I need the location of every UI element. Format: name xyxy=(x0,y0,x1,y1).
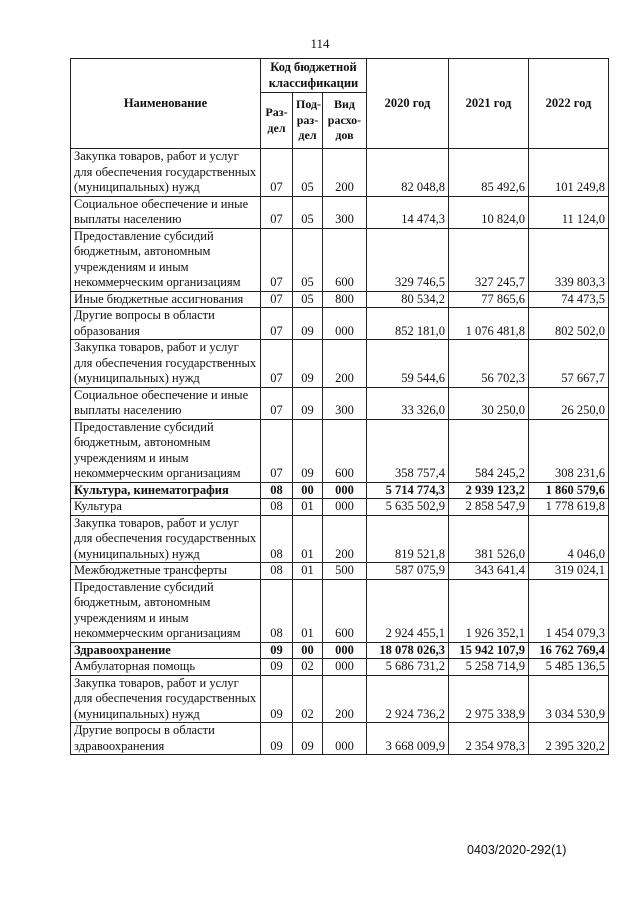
row-subsection-cell: 05 xyxy=(293,291,323,308)
table-row xyxy=(71,308,609,340)
row-section-cell: 07 xyxy=(261,291,293,308)
row-name-cell: Другие вопросы в области здравоохранения xyxy=(71,723,261,755)
table-row xyxy=(71,291,609,308)
row-2021-cell: 2 975 338,9 xyxy=(449,675,529,723)
row-expense-type-cell: 300 xyxy=(323,196,367,228)
row-expense-type-cell: 200 xyxy=(323,149,367,197)
row-2021-cell: 2 939 123,2 xyxy=(449,482,529,499)
row-expense-type-cell: 600 xyxy=(323,228,367,291)
table-row xyxy=(71,228,609,291)
row-section-cell: 09 xyxy=(261,659,293,676)
row-2022-cell: 3 034 530,9 xyxy=(529,675,609,723)
row-name-cell: Предоставление субсидий бюджетным, автономным учреждениям и иным некоммерческим организациям xyxy=(71,579,261,642)
row-subsection-cell: 09 xyxy=(293,419,323,482)
row-2020-cell: 587 075,9 xyxy=(367,563,449,580)
row-name-cell: Закупка товаров, работ и услуг для обеспечения государственных (муниципальных) нужд xyxy=(71,340,261,388)
row-2022-cell: 1 778 619,8 xyxy=(529,499,609,516)
row-2022-cell: 16 762 769,4 xyxy=(529,642,609,659)
page-number: 114 xyxy=(310,36,330,51)
row-name-cell: Здравоохранение xyxy=(71,642,261,659)
row-expense-type-cell: 000 xyxy=(323,482,367,499)
header-expense-type: Вид расхо- дов xyxy=(323,93,367,149)
row-name-cell: Закупка товаров, работ и услуг для обеспечения государственных (муниципальных) нужд xyxy=(71,675,261,723)
row-2021-cell: 343 641,4 xyxy=(449,563,529,580)
header-2021: 2021 год xyxy=(449,59,529,149)
row-2020-cell: 3 668 009,9 xyxy=(367,723,449,755)
row-2022-cell: 101 249,8 xyxy=(529,149,609,197)
row-section-cell: 08 xyxy=(261,515,293,563)
row-expense-type-cell: 000 xyxy=(323,723,367,755)
row-name-cell: Социальное обеспечение и иные выплаты населению xyxy=(71,387,261,419)
row-section-cell: 07 xyxy=(261,308,293,340)
row-name-cell: Иные бюджетные ассигнования xyxy=(71,291,261,308)
row-section-cell: 07 xyxy=(261,387,293,419)
row-subsection-cell: 00 xyxy=(293,482,323,499)
row-expense-type-cell: 800 xyxy=(323,291,367,308)
document-code: 0403/2020-292(1) xyxy=(467,843,567,857)
row-2022-cell: 5 485 136,5 xyxy=(529,659,609,676)
row-name-cell: Амбулаторная помощь xyxy=(71,659,261,676)
row-2022-cell: 1 860 579,6 xyxy=(529,482,609,499)
table-row xyxy=(71,563,609,580)
table-row xyxy=(71,149,609,197)
header-name: Наименование xyxy=(71,59,261,149)
row-name-cell: Культура, кинематография xyxy=(71,482,261,499)
row-2022-cell: 2 395 320,2 xyxy=(529,723,609,755)
row-subsection-cell: 09 xyxy=(293,723,323,755)
row-name-cell: Межбюджетные трансферты xyxy=(71,563,261,580)
row-2021-cell: 30 250,0 xyxy=(449,387,529,419)
header-2020: 2020 год xyxy=(367,59,449,149)
row-subsection-cell: 02 xyxy=(293,675,323,723)
row-2022-cell: 26 250,0 xyxy=(529,387,609,419)
row-section-cell: 08 xyxy=(261,499,293,516)
row-2022-cell: 308 231,6 xyxy=(529,419,609,482)
table-row xyxy=(71,482,609,499)
table-row xyxy=(71,659,609,676)
row-name-cell: Культура xyxy=(71,499,261,516)
row-2020-cell: 5 635 502,9 xyxy=(367,499,449,516)
row-name-cell: Закупка товаров, работ и услуг для обеспечения государственных (муниципальных) нужд xyxy=(71,149,261,197)
row-expense-type-cell: 600 xyxy=(323,579,367,642)
budget-table xyxy=(70,58,609,755)
table-row xyxy=(71,340,609,388)
row-section-cell: 08 xyxy=(261,563,293,580)
row-subsection-cell: 02 xyxy=(293,659,323,676)
row-expense-type-cell: 200 xyxy=(323,675,367,723)
row-expense-type-cell: 000 xyxy=(323,499,367,516)
row-subsection-cell: 09 xyxy=(293,308,323,340)
row-section-cell: 09 xyxy=(261,642,293,659)
row-2021-cell: 77 865,6 xyxy=(449,291,529,308)
row-2022-cell: 319 024,1 xyxy=(529,563,609,580)
row-2020-cell: 5 686 731,2 xyxy=(367,659,449,676)
row-expense-type-cell: 300 xyxy=(323,387,367,419)
row-2022-cell: 339 803,3 xyxy=(529,228,609,291)
row-expense-type-cell: 000 xyxy=(323,308,367,340)
row-section-cell: 07 xyxy=(261,196,293,228)
row-2021-cell: 2 354 978,3 xyxy=(449,723,529,755)
row-subsection-cell: 01 xyxy=(293,579,323,642)
row-name-cell: Закупка товаров, работ и услуг для обеспечения государственных (муниципальных) нужд xyxy=(71,515,261,563)
row-subsection-cell: 01 xyxy=(293,563,323,580)
row-section-cell: 09 xyxy=(261,675,293,723)
row-2020-cell: 80 534,2 xyxy=(367,291,449,308)
table-row xyxy=(71,419,609,482)
row-subsection-cell: 00 xyxy=(293,642,323,659)
row-2020-cell: 852 181,0 xyxy=(367,308,449,340)
row-2020-cell: 33 326,0 xyxy=(367,387,449,419)
row-2020-cell: 819 521,8 xyxy=(367,515,449,563)
row-2021-cell: 15 942 107,9 xyxy=(449,642,529,659)
table-row xyxy=(71,499,609,516)
row-section-cell: 07 xyxy=(261,228,293,291)
row-2021-cell: 381 526,0 xyxy=(449,515,529,563)
row-expense-type-cell: 000 xyxy=(323,659,367,676)
row-2021-cell: 56 702,3 xyxy=(449,340,529,388)
row-2021-cell: 5 258 714,9 xyxy=(449,659,529,676)
row-name-cell: Предоставление субсидий бюджетным, автономным учреждениям и иным некоммерческим организациям xyxy=(71,419,261,482)
row-name-cell: Предоставление субсидий бюджетным, автономным учреждениям и иным некоммерческим организациям xyxy=(71,228,261,291)
row-expense-type-cell: 600 xyxy=(323,419,367,482)
row-name-cell: Другие вопросы в области образования xyxy=(71,308,261,340)
row-section-cell: 07 xyxy=(261,149,293,197)
table-row xyxy=(71,579,609,642)
row-2021-cell: 584 245,2 xyxy=(449,419,529,482)
row-name-cell: Социальное обеспечение и иные выплаты населению xyxy=(71,196,261,228)
row-2020-cell: 358 757,4 xyxy=(367,419,449,482)
row-2021-cell: 10 824,0 xyxy=(449,196,529,228)
row-2021-cell: 327 245,7 xyxy=(449,228,529,291)
row-2022-cell: 57 667,7 xyxy=(529,340,609,388)
row-section-cell: 08 xyxy=(261,482,293,499)
row-subsection-cell: 09 xyxy=(293,387,323,419)
header-section: Раз- дел xyxy=(261,93,293,149)
row-subsection-cell: 05 xyxy=(293,149,323,197)
row-2022-cell: 74 473,5 xyxy=(529,291,609,308)
row-2022-cell: 802 502,0 xyxy=(529,308,609,340)
row-2020-cell: 2 924 736,2 xyxy=(367,675,449,723)
table-row xyxy=(71,723,609,755)
row-section-cell: 07 xyxy=(261,340,293,388)
header-2022: 2022 год xyxy=(529,59,609,149)
row-section-cell: 07 xyxy=(261,419,293,482)
header-subsection: Под- раз- дел xyxy=(293,93,323,149)
row-2021-cell: 1 926 352,1 xyxy=(449,579,529,642)
row-expense-type-cell: 000 xyxy=(323,642,367,659)
row-2020-cell: 14 474,3 xyxy=(367,196,449,228)
row-2021-cell: 85 492,6 xyxy=(449,149,529,197)
row-subsection-cell: 05 xyxy=(293,228,323,291)
row-subsection-cell: 01 xyxy=(293,515,323,563)
row-subsection-cell: 05 xyxy=(293,196,323,228)
row-subsection-cell: 09 xyxy=(293,340,323,388)
row-2021-cell: 2 858 547,9 xyxy=(449,499,529,516)
row-2021-cell: 1 076 481,8 xyxy=(449,308,529,340)
row-expense-type-cell: 200 xyxy=(323,515,367,563)
row-2020-cell: 82 048,8 xyxy=(367,149,449,197)
row-2020-cell: 329 746,5 xyxy=(367,228,449,291)
row-subsection-cell: 01 xyxy=(293,499,323,516)
table-row xyxy=(71,515,609,563)
row-2022-cell: 4 046,0 xyxy=(529,515,609,563)
row-section-cell: 08 xyxy=(261,579,293,642)
row-2022-cell: 1 454 079,3 xyxy=(529,579,609,642)
table-row xyxy=(71,675,609,723)
table-row xyxy=(71,642,609,659)
row-expense-type-cell: 200 xyxy=(323,340,367,388)
row-2020-cell: 5 714 774,3 xyxy=(367,482,449,499)
table-row xyxy=(71,387,609,419)
table-row xyxy=(71,196,609,228)
row-2020-cell: 2 924 455,1 xyxy=(367,579,449,642)
row-expense-type-cell: 500 xyxy=(323,563,367,580)
row-2020-cell: 18 078 026,3 xyxy=(367,642,449,659)
row-section-cell: 09 xyxy=(261,723,293,755)
row-2020-cell: 59 544,6 xyxy=(367,340,449,388)
header-code-group: Код бюджетной классификации xyxy=(261,59,367,93)
table-body xyxy=(71,149,609,755)
row-2022-cell: 11 124,0 xyxy=(529,196,609,228)
